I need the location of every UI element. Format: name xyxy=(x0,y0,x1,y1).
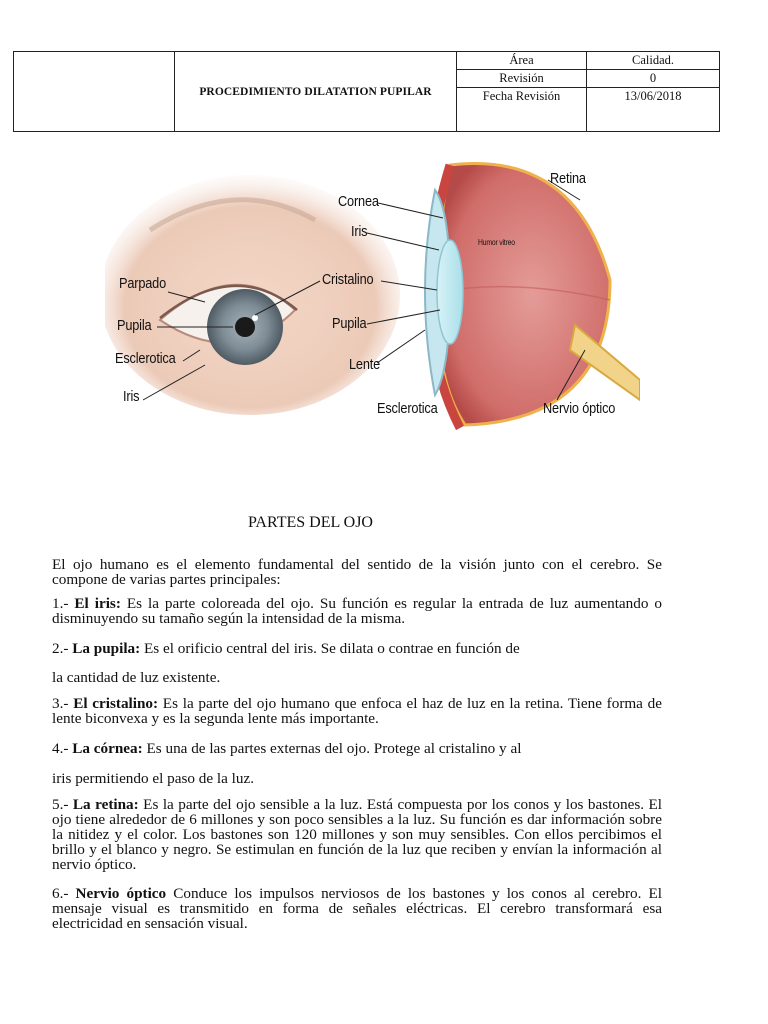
item-cornea xyxy=(52,741,662,756)
item-pupila xyxy=(52,641,662,656)
item-text: Es una de las partes externas del ojo. Protege al cristalino y al xyxy=(142,740,522,757)
revision-label: Revisión xyxy=(457,70,587,88)
document-title: PROCEDIMIENTO DILATATION PUPILAR xyxy=(175,52,457,132)
label-nervio-optico: Nervio óptico xyxy=(543,400,616,417)
item-number: 5.- xyxy=(52,796,73,813)
fecha-revision-value: 13/06/2018 xyxy=(587,88,720,132)
item-term: El cristalino: xyxy=(73,695,159,712)
item-number: 1.- xyxy=(52,595,75,612)
item-pupila-continuation: la cantidad de luz existente. xyxy=(52,669,221,686)
pupil-shape xyxy=(235,317,255,337)
fecha-revision-label: Fecha Revisión xyxy=(457,88,587,132)
label-parpado: Parpado xyxy=(119,275,167,292)
document-header-table xyxy=(13,51,720,132)
item-cristalino xyxy=(52,696,662,726)
lens-shape xyxy=(437,240,463,344)
section-title: PARTES DEL OJO xyxy=(248,514,373,531)
item-text: Es el orificio central del iris. Se dilata o contrae en función de xyxy=(140,640,520,657)
item-text: Es la parte del ojo humano que enfoca el haz de luz en la retina. Tiene forma de lente biconvexa y es la segunda lente más importante. xyxy=(52,695,662,727)
area-value: Calidad. xyxy=(587,52,720,70)
item-term: La pupila: xyxy=(72,640,141,657)
item-term: Nervio óptico xyxy=(75,885,167,902)
item-number: 3.- xyxy=(52,695,74,712)
item-cornea-continuation: iris permitiendo el paso de la luz. xyxy=(52,770,255,787)
item-retina xyxy=(52,797,662,872)
item-term: La retina: xyxy=(72,796,139,813)
label-esclerotica-left: Esclerotica xyxy=(115,350,176,367)
item-term: La córnea: xyxy=(72,740,143,757)
intro-paragraph: El ojo humano es el elemento fundamental del sentido de la visión junto con el cerebro. Se compone de varias partes principales: xyxy=(52,556,662,588)
revision-value: 0 xyxy=(587,70,720,88)
item-term: El iris: xyxy=(74,595,121,612)
label-iris-left: Iris xyxy=(123,388,140,405)
label-cristalino: Cristalino xyxy=(322,271,374,288)
logo-cell xyxy=(14,52,175,132)
label-lente: Lente xyxy=(349,356,381,373)
label-iris-right: Iris xyxy=(351,223,368,240)
item-number: 2.- xyxy=(52,640,73,657)
eye-anatomy-figure xyxy=(105,150,640,440)
item-iris xyxy=(52,596,662,626)
label-humor-vitreo: Humor vitreo xyxy=(478,238,515,247)
item-number: 6.- xyxy=(52,885,76,902)
label-pupila-right: Pupila xyxy=(332,315,367,332)
item-nervio-optico xyxy=(52,886,662,931)
label-retina: Retina xyxy=(550,170,586,187)
area-label: Área xyxy=(457,52,587,70)
item-text: Es la parte del ojo sensible a la luz. Está compuesta por los conos y los bastones. El ojo tiene alrededor de 6 millones y son poco sensibles a la luz. Su función es dar información sobre la nitidez y el color. Los bastones son 120 millones y son muy sensibles. Con ellos percibimos el brillo y el blanco y negro. Se estimulan en función de la luz que reciben y envían la información al nervio óptico. xyxy=(52,796,662,873)
item-text: Conduce los impulsos nerviosos de los bastones y los conos al cerebro. El mensaje visual es transmitido en forma de señales eléctricas. El cerebro transformará esa electricidad en sensación visual. xyxy=(52,885,663,932)
item-number: 4.- xyxy=(52,740,73,757)
label-pupila-left: Pupila xyxy=(117,317,152,334)
item-text: Es la parte coloreada del ojo. Su función es regular la entrada de luz aumentando o disminuyendo su tamaño según la intensidad de la misma. xyxy=(52,595,663,627)
label-esclerotica-right: Esclerotica xyxy=(377,400,438,417)
label-cornea: Cornea xyxy=(338,193,379,210)
